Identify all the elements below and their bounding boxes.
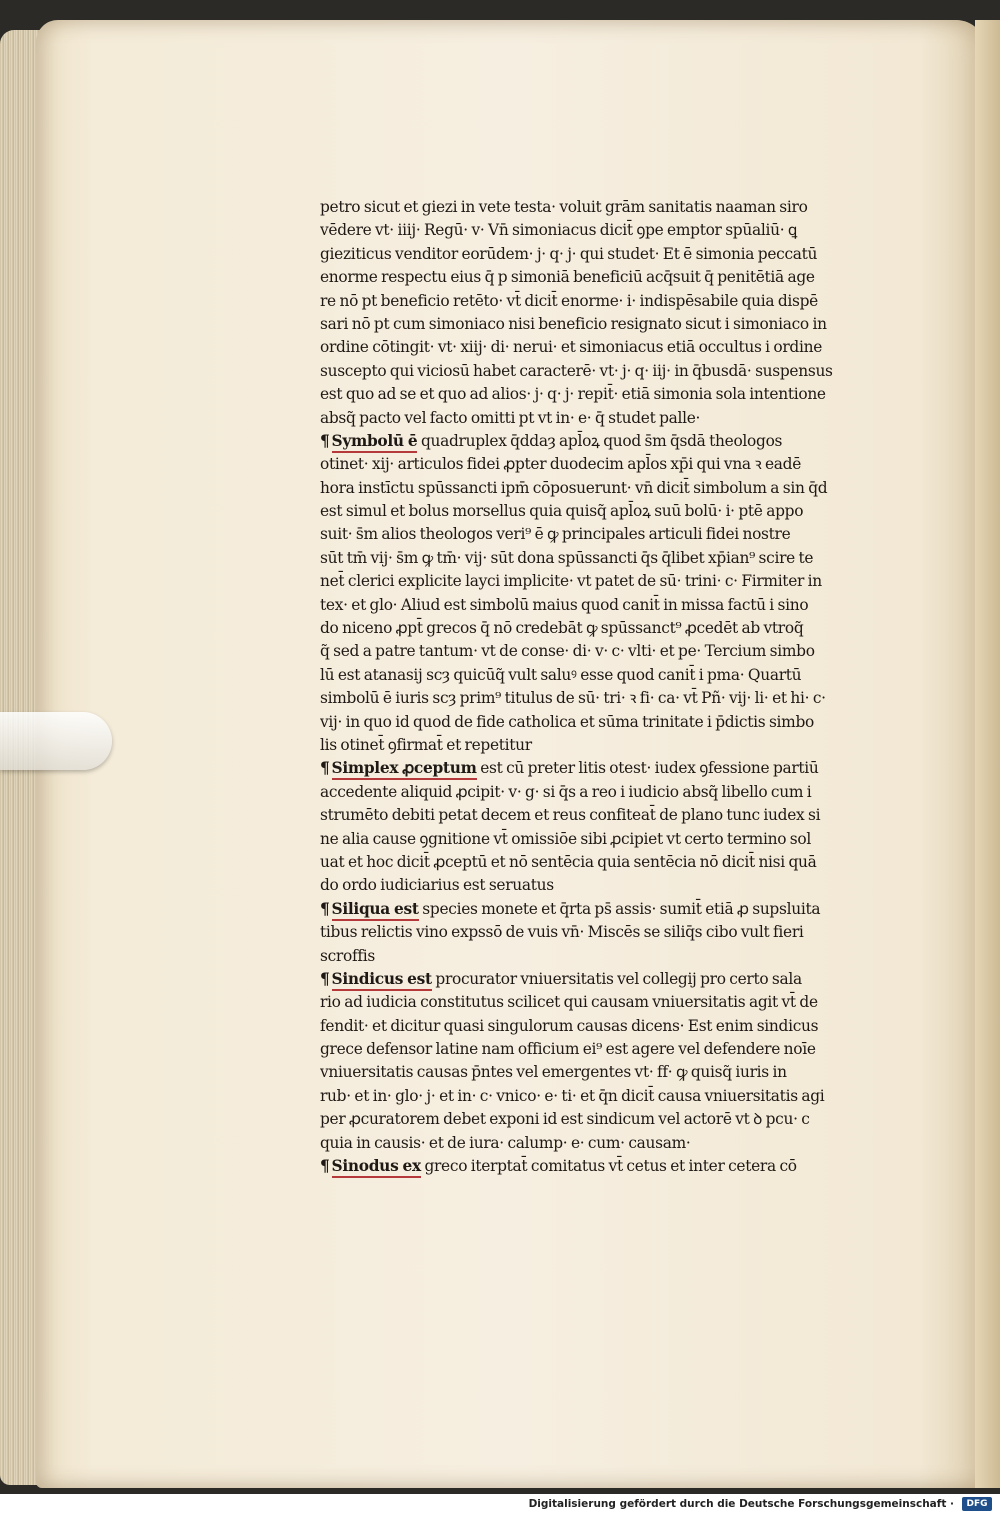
line-text: q̃ sed a patre tantum· vt de conse· di· v· c· vlti· et pe· Tercium simbo bbox=[320, 642, 815, 661]
line-text: est quo ad se et quo ad alios· j· q· j· repit̄· etiā simonia sola intentione bbox=[320, 385, 826, 404]
paragraph-mark-icon: ¶ bbox=[320, 759, 330, 778]
paragraph-mark-icon: ¶ bbox=[320, 431, 330, 450]
paragraph-mark-icon: ¶ bbox=[320, 899, 330, 918]
text-line bbox=[320, 383, 910, 406]
line-text: quadruplex q̄ddaȝ apl̄oꝝ quod s̄m q̄sdā theologos bbox=[417, 431, 783, 450]
text-line bbox=[320, 594, 910, 617]
line-text: ne alia cause ꝯgnitione vt̄ omissiōe sibi ꝓcipiet vt certo termino sol bbox=[320, 829, 811, 848]
line-text: rub· et in· glo· j· et in· c· vnico· e· ti· et q̄n dicit̄ causa vniuersitatis agi bbox=[320, 1086, 825, 1105]
footer-credit: Digitalisierung gefördert durch die Deutsche Forschungsgemeinschaft · bbox=[528, 1498, 954, 1510]
line-text: accedente aliquid ꝓcipit· v· g· si q̄s a reo i iudicio absq̃ libello cum i bbox=[320, 782, 812, 801]
line-text: est simul et bolus morsellus quia quisq̃ apl̄oꝝ suū bolū· i· ptē appo bbox=[320, 502, 804, 521]
text-line bbox=[320, 336, 910, 359]
text-line bbox=[320, 219, 910, 242]
line-text: do ordo iudiciarius est seruatus bbox=[320, 876, 554, 895]
line-text: net̄ clerici explicite layci implicite· vt patet de sū· trini· c· Firmiter in bbox=[320, 572, 822, 591]
rubricated-heading: Siliqua est bbox=[332, 900, 419, 921]
line-text: hora instīctu spūssancti ipm̄ cōposuerunt· vn̄ dicit̄ simbolum a sin q̄d bbox=[320, 478, 828, 497]
line-text: do niceno ꝓpt̄ grecos q̄ nō credebāt ꝙ spūssanct⁹ ꝓcedēt ab vtroq̃ bbox=[320, 619, 804, 638]
text-line bbox=[320, 968, 910, 991]
line-text: scroffis bbox=[320, 946, 375, 965]
line-text: quia in causis· et de iura· calump· e· cum· causam· bbox=[320, 1133, 691, 1152]
text-line bbox=[320, 313, 910, 336]
text-line bbox=[320, 851, 910, 874]
text-line bbox=[320, 523, 910, 546]
line-text: enorme respectu eius q̄ p simoniā beneficiū acq̄suit q̄ penitētiā age bbox=[320, 268, 815, 287]
line-text: greco iterptat̄ comitatus vt̄ cetus et inter cetera cō bbox=[420, 1157, 797, 1176]
text-line bbox=[320, 828, 910, 851]
line-text: absq̃ pacto vel facto omitti pt vt in· e· q̄ studet palle· bbox=[320, 408, 701, 427]
footer-bar bbox=[0, 1494, 1000, 1515]
line-text: ordine cōtingit· vt· xiij· di· nerui· et simoniacus etiā occultus i ordine bbox=[320, 338, 823, 357]
text-line bbox=[320, 781, 910, 804]
line-text: vij· in quo id quod de fide catholica et sūma trinitate i p̄dictis simbo bbox=[320, 712, 814, 731]
line-text: strumēto debiti petat decem et reus confiteat̄ de plano tunc iudex si bbox=[320, 806, 821, 825]
text-line bbox=[320, 453, 910, 476]
text-line bbox=[320, 945, 910, 968]
line-text: grece defensor latine nam officium ei⁹ est agere vel defendere noīe bbox=[320, 1040, 816, 1059]
line-text: gieziticus venditor eorūdem· j· q· j· qui studet· Et ē simonia peccatū bbox=[320, 244, 818, 263]
rubricated-heading: Symbolū ē bbox=[332, 432, 418, 453]
text-line bbox=[320, 570, 910, 593]
line-text: tibus relictis vino expssō de vuis vn̄· Miscēs se siliq̄s cibo vult fieri bbox=[320, 923, 804, 942]
text-line bbox=[320, 687, 910, 710]
line-text: procurator vniuersitatis vel collegij pro certo sala bbox=[431, 969, 802, 988]
paragraph-mark-icon: ¶ bbox=[320, 969, 330, 988]
line-text: lis otinet̄ ꝯfirmat̄ et repetitur bbox=[320, 735, 532, 754]
text-line bbox=[320, 430, 910, 453]
line-text: sari nō pt cum simoniaco nisi beneficio resignato sicut i simoniaco in bbox=[320, 314, 827, 333]
paragraph-mark-icon: ¶ bbox=[320, 1157, 330, 1176]
text-line bbox=[320, 664, 910, 687]
text-line bbox=[320, 1061, 910, 1084]
line-text: tex· et glo· Aliud est simbolū maius quod canit̄ in missa factū i sino bbox=[320, 595, 809, 614]
rubricated-heading: Sinodus ex bbox=[332, 1157, 421, 1178]
line-text: lū est atanasij scȝ quicūq̃ vult saluꝰ esse quod canit̄ i pma· Quartū bbox=[320, 665, 802, 684]
bookmark-strip bbox=[0, 712, 112, 770]
line-text: fendit· et dicitur quasi singulorum causas dicens· Est enim sindicus bbox=[320, 1016, 819, 1035]
page-right-edge bbox=[975, 20, 1000, 1488]
text-line bbox=[320, 477, 910, 500]
line-text: vniuersitatis causas p̄ntes vel emergentes vt· ff· ꝙ quisq̃ iuris in bbox=[320, 1063, 787, 1082]
text-line bbox=[320, 711, 910, 734]
line-text: sūt tm̄ vij· s̄m ꝙ tm̄· vij· sūt dona spūssancti q̄s q̄libet xp̄ian⁹ scire te bbox=[320, 548, 814, 567]
line-text: simbolū ē iuris scȝ prim⁹ titulus de sū· tri· ꝛ fi· ca· vt̄ Pñ· vij· li· et hi· c· bbox=[320, 689, 826, 708]
text-line bbox=[320, 804, 910, 827]
line-text: otinet· xij· articulos fidei ꝓpter duodecim apl̄os xp̄i qui vna ꝛ eadē bbox=[320, 455, 802, 474]
text-line bbox=[320, 1108, 910, 1131]
text-line bbox=[320, 991, 910, 1014]
line-text: suit· s̄m alios theologos veri⁹ ē ꝙ principales articuli fidei nostre bbox=[320, 525, 791, 544]
text-line bbox=[320, 407, 910, 430]
rubricated-heading: Sindicus est bbox=[332, 970, 432, 991]
text-line bbox=[320, 734, 910, 757]
text-line bbox=[320, 1155, 910, 1178]
line-text: petro sicut et giezi in vete testa· voluit grām sanitatis naaman siro bbox=[320, 198, 808, 216]
text-line bbox=[320, 243, 910, 266]
line-text: per ꝓcuratorem debet exponi id est sindicum vel actorē vt ꝺ pcu· c bbox=[320, 1110, 810, 1129]
text-line bbox=[320, 266, 910, 289]
text-line bbox=[320, 360, 910, 383]
rubricated-heading: Simplex ꝓceptum bbox=[332, 759, 477, 780]
text-line bbox=[320, 757, 910, 780]
text-line bbox=[320, 921, 910, 944]
line-text: re nō pt beneficio retēto· vt̄ dicit̄ enorme· i· indispēsabile quia dispē bbox=[320, 291, 818, 310]
text-line bbox=[320, 1085, 910, 1108]
text-line bbox=[320, 1132, 910, 1155]
line-text: vēdere vt· iiij· Regū· v· Vn̄ simoniacus dicit̄ ꝯpe emptor spūaliū· ꝗ bbox=[320, 221, 798, 240]
text-line bbox=[320, 874, 910, 897]
text-line bbox=[320, 617, 910, 640]
line-text: rio ad iudicia constitutus scilicet qui causam vniuersitatis agit vt̄ de bbox=[320, 993, 818, 1012]
line-text: uat et hoc dicit̄ ꝓceptū et nō sentēcia quia sentēcia nō dicit̄ nisi quā bbox=[320, 852, 817, 871]
text-line bbox=[320, 898, 910, 921]
line-text: est cū preter litis otest· iudex ꝯfessione partiū bbox=[476, 759, 819, 778]
incunable-text-column bbox=[320, 196, 910, 1178]
text-line bbox=[320, 1015, 910, 1038]
line-text: species monete et q̄rta ps̄ assis· sumit̄ etiā ꝓ supsluita bbox=[418, 899, 821, 918]
text-line bbox=[320, 290, 910, 313]
text-line bbox=[320, 640, 910, 663]
text-line bbox=[320, 547, 910, 570]
text-line bbox=[320, 500, 910, 523]
line-text: suscepto qui viciosū habet caracterē· vt· j· q· iij· in q̄busdā· suspensus bbox=[320, 361, 833, 380]
text-line bbox=[320, 196, 910, 219]
text-line bbox=[320, 1038, 910, 1061]
dfg-logo: DFG bbox=[962, 1497, 992, 1511]
